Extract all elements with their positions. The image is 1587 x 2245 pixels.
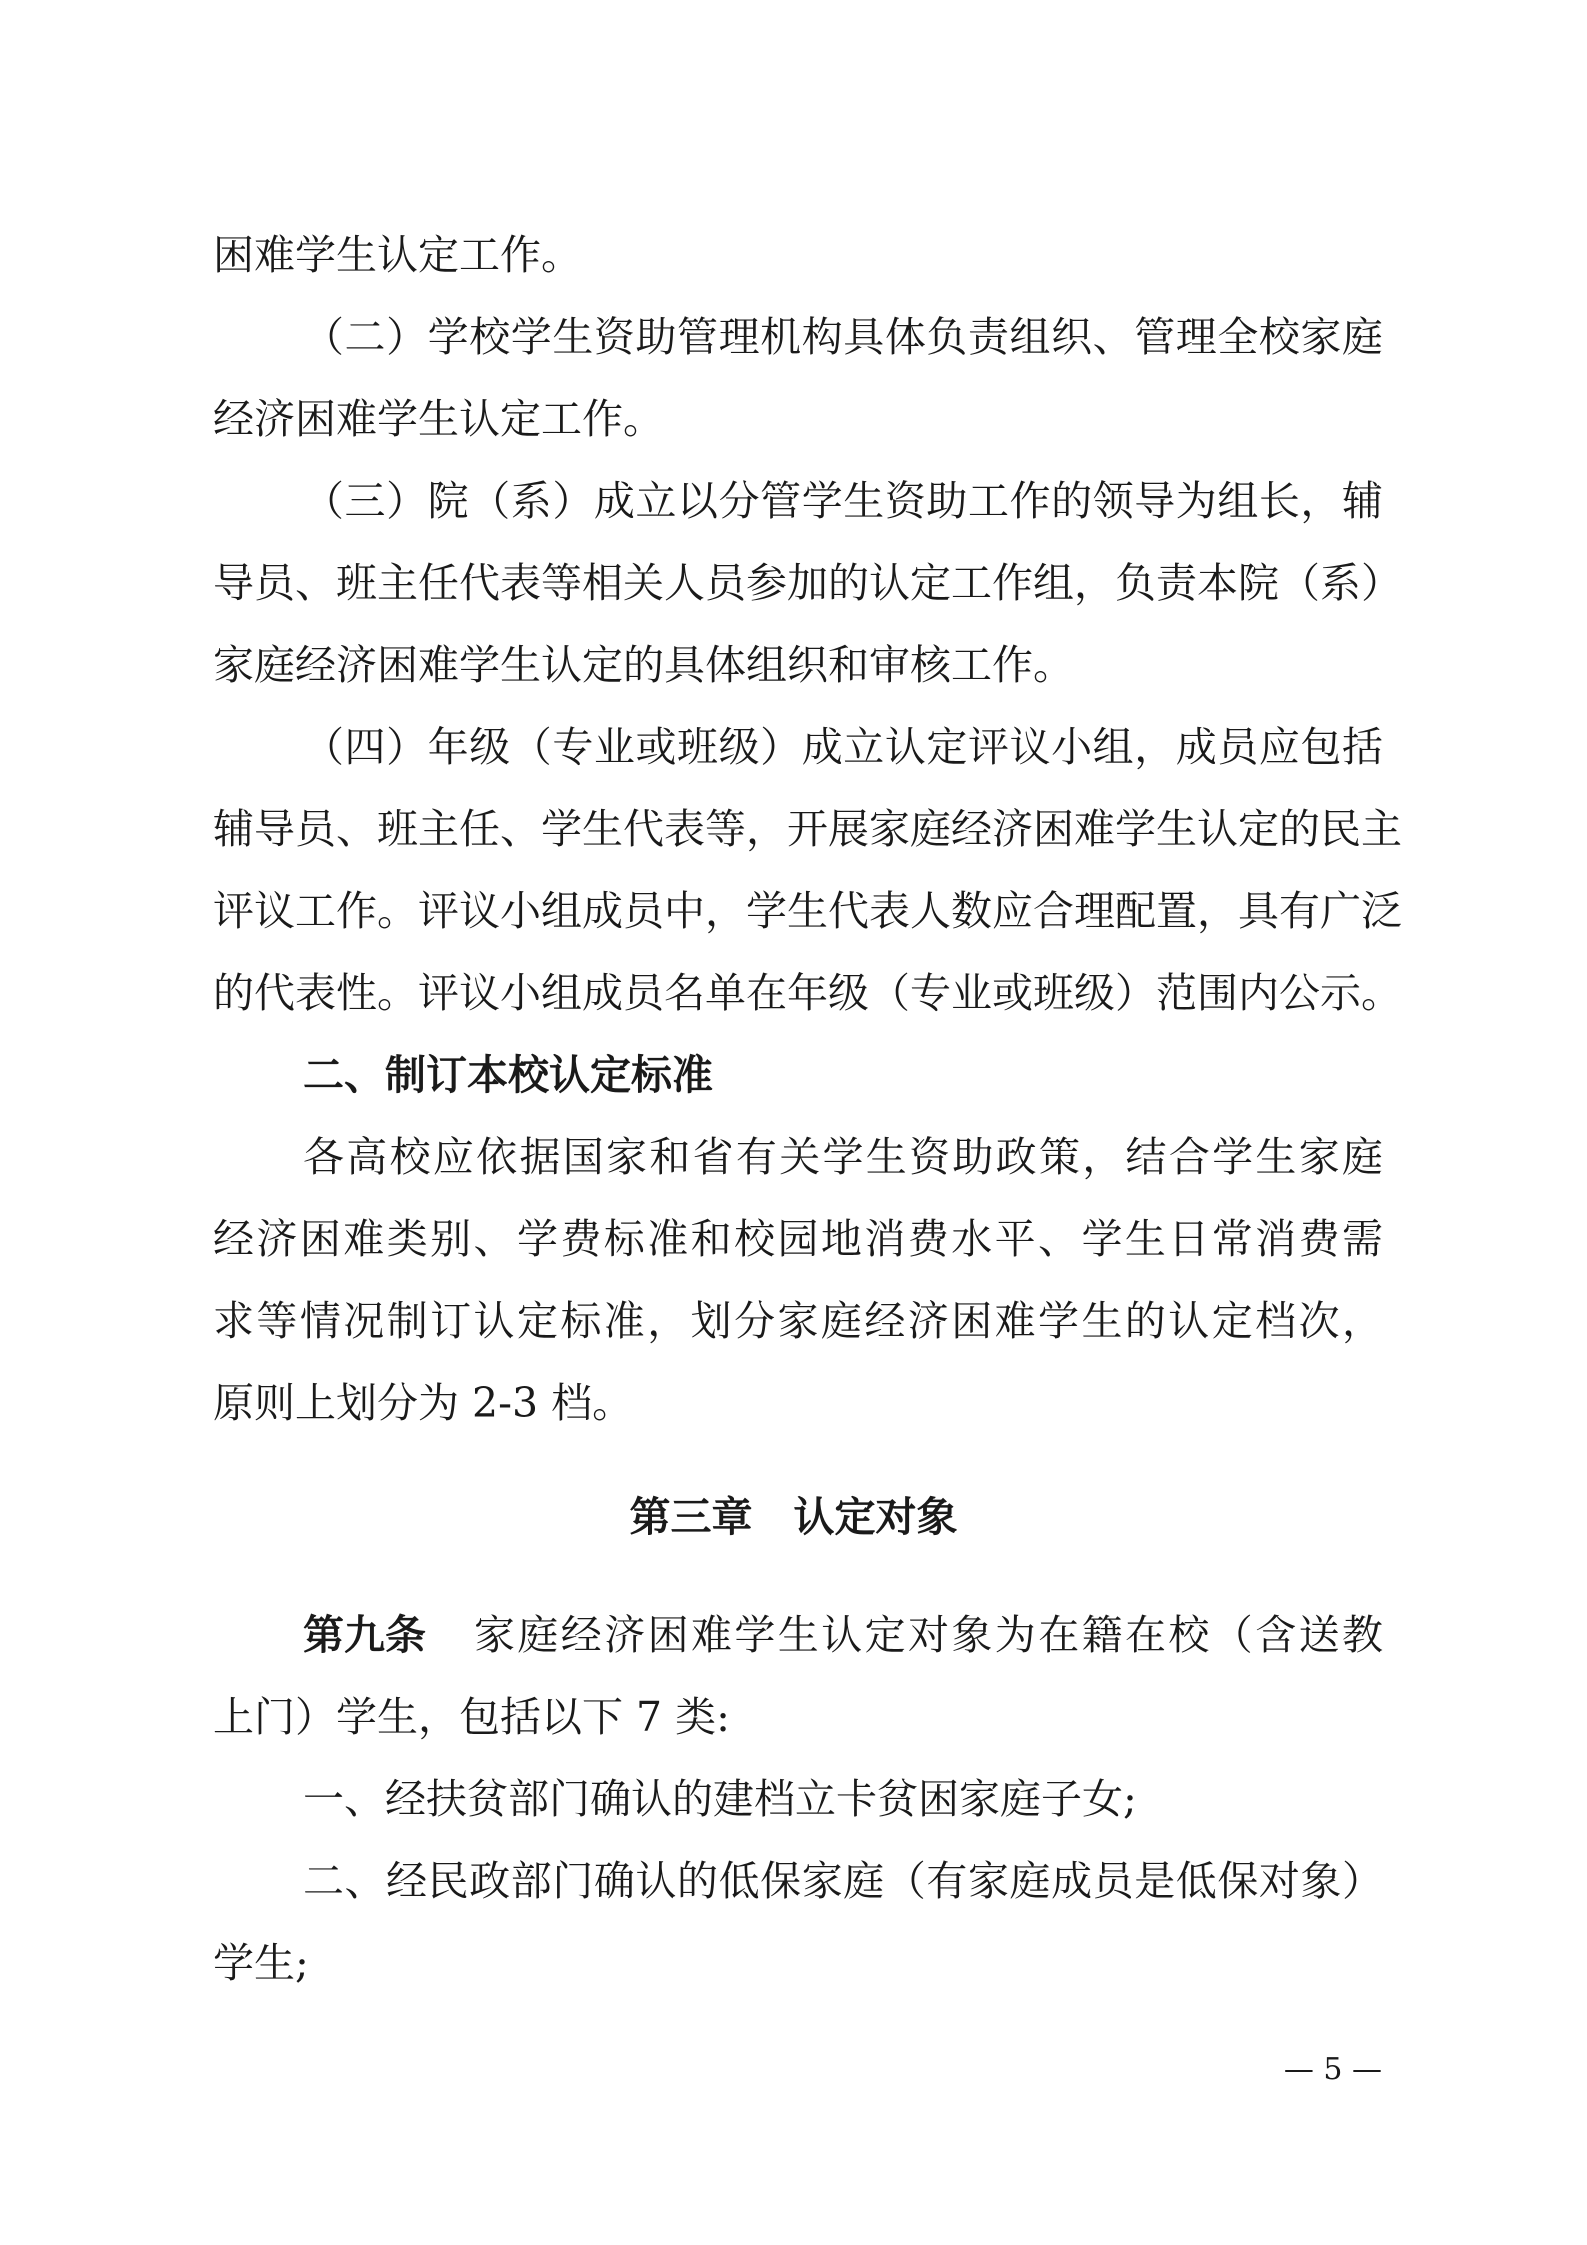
paragraph-line: 上门）学生，包括以下 7 类: bbox=[213, 1693, 730, 1741]
paragraph-line: 经济困难学生认定工作。 bbox=[213, 395, 664, 443]
paragraph-line: 导员、班主任代表等相关人员参加的认定工作组，负责本院（系） bbox=[213, 559, 1402, 607]
paragraph-line: 原则上划分为 2-3 档。 bbox=[213, 1379, 634, 1427]
paragraph-line: 经济困难类别、学费标准和校园地消费水平、学生日常消费需 bbox=[213, 1215, 1383, 1263]
list-item: 一、经扶贫部门确认的建档立卡贫困家庭子女; bbox=[303, 1775, 1137, 1823]
paragraph-line: 困难学生认定工作。 bbox=[213, 231, 582, 279]
paragraph-line: 的代表性。评议小组成员名单在年级（专业或班级）范围内公示。 bbox=[213, 969, 1402, 1017]
paragraph-line: 求等情况制订认定标准，划分家庭经济困难学生的认定档次， bbox=[213, 1297, 1383, 1345]
page-number: — 5 — bbox=[1283, 2052, 1382, 2087]
paragraph-line: （四）年级（专业或班级）成立认定评议小组，成员应包括 bbox=[303, 723, 1383, 771]
list-item: 二、经民政部门确认的低保家庭（有家庭成员是低保对象） bbox=[303, 1857, 1383, 1905]
paragraph-line: （三）院（系）成立以分管学生资助工作的领导为组长，辅 bbox=[303, 477, 1383, 525]
article-line bbox=[303, 1605, 1383, 1665]
article-label: 第九条 bbox=[303, 1611, 426, 1659]
paragraph-line: （二）学校学生资助管理机构具体负责组织、管理全校家庭 bbox=[303, 313, 1383, 361]
list-item-continuation: 学生; bbox=[213, 1939, 309, 1987]
article-text: 家庭经济困难学生认定对象为在籍在校（含送教 bbox=[474, 1611, 1383, 1659]
chapter-title: 第三章 认定对象 bbox=[629, 1493, 958, 1541]
section-heading: 二、制订本校认定标准 bbox=[303, 1051, 713, 1099]
paragraph-line: 家庭经济困难学生认定的具体组织和审核工作。 bbox=[213, 641, 1074, 689]
paragraph-line: 辅导员、班主任、学生代表等，开展家庭经济困难学生认定的民主 bbox=[213, 805, 1402, 853]
paragraph-line: 评议工作。评议小组成员中，学生代表人数应合理配置，具有广泛 bbox=[213, 887, 1402, 935]
paragraph-line: 各高校应依据国家和省有关学生资助政策，结合学生家庭 bbox=[303, 1133, 1383, 1181]
